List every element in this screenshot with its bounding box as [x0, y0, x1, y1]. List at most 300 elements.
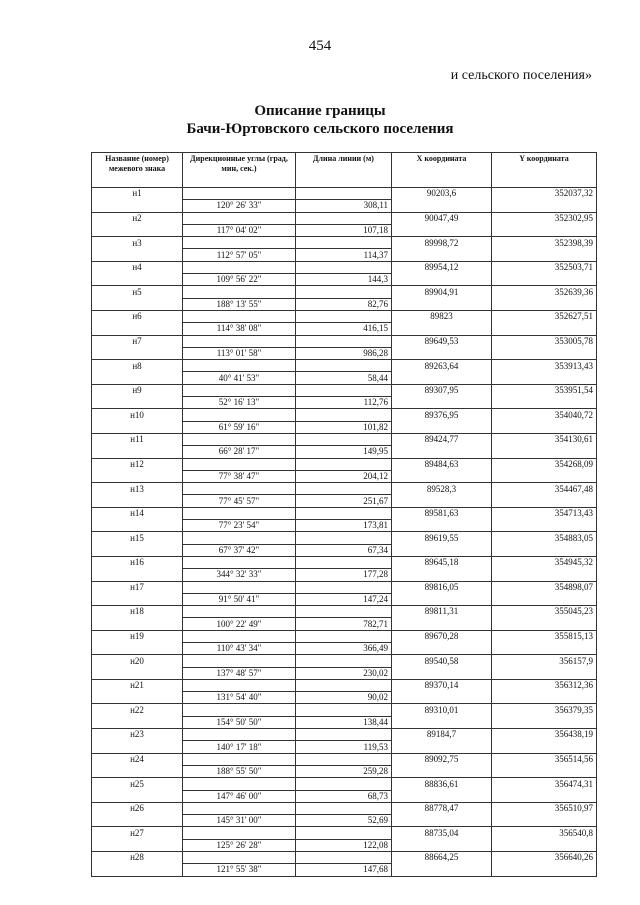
point-row	[92, 581, 597, 593]
segment-row	[92, 224, 597, 236]
empty-cell	[183, 655, 296, 667]
y-coordinate: 354130,61	[492, 433, 597, 445]
direction-angle: 109° 56' 22"	[183, 274, 296, 286]
point-row	[92, 827, 597, 839]
direction-angle: 100° 22' 49"	[183, 618, 296, 630]
point-name: н6	[92, 310, 183, 322]
header-angle: Дирекционные углы (град, мин, сек.)	[183, 153, 296, 188]
y-coordinate: 352302,95	[492, 212, 597, 224]
point-row	[92, 286, 597, 298]
empty-cell	[183, 458, 296, 470]
title-line-2: Бачи-Юртовского сельского поселения	[186, 121, 454, 137]
empty-cell	[183, 286, 296, 298]
empty-cell	[392, 274, 492, 286]
empty-cell	[183, 852, 296, 864]
empty-cell	[296, 802, 392, 814]
empty-cell	[183, 827, 296, 839]
line-length: 177,28	[296, 569, 392, 581]
table-body	[92, 188, 597, 877]
point-name: н1	[92, 188, 183, 200]
empty-cell	[92, 200, 183, 212]
x-coordinate: 89811,31	[392, 606, 492, 618]
line-length: 107,18	[296, 224, 392, 236]
direction-angle: 121° 55' 38"	[183, 864, 296, 876]
line-length: 138,44	[296, 716, 392, 728]
empty-cell	[92, 790, 183, 802]
empty-cell	[92, 864, 183, 876]
segment-row	[92, 421, 597, 433]
point-row	[92, 753, 597, 765]
line-length: 259,28	[296, 765, 392, 777]
x-coordinate: 89310,01	[392, 704, 492, 716]
point-row	[92, 630, 597, 642]
boundary-table	[91, 152, 597, 877]
empty-cell	[392, 815, 492, 827]
x-coordinate: 89307,95	[392, 384, 492, 396]
line-length: 52,69	[296, 815, 392, 827]
header-length: Длина линии (м)	[296, 153, 392, 188]
empty-cell	[296, 360, 392, 372]
direction-angle: 110° 43' 34"	[183, 642, 296, 654]
y-coordinate: 353005,78	[492, 335, 597, 347]
empty-cell	[492, 446, 597, 458]
empty-cell	[492, 495, 597, 507]
empty-cell	[492, 200, 597, 212]
point-row	[92, 384, 597, 396]
empty-cell	[392, 323, 492, 335]
point-row	[92, 433, 597, 445]
point-name: н23	[92, 729, 183, 741]
empty-cell	[492, 421, 597, 433]
segment-row	[92, 274, 597, 286]
y-coordinate: 356312,36	[492, 679, 597, 691]
empty-cell	[492, 347, 597, 359]
line-length: 82,76	[296, 298, 392, 310]
segment-row	[92, 692, 597, 704]
segment-row	[92, 200, 597, 212]
empty-cell	[492, 520, 597, 532]
empty-cell	[92, 544, 183, 556]
empty-cell	[392, 765, 492, 777]
segment-row	[92, 765, 597, 777]
empty-cell	[492, 298, 597, 310]
y-coordinate: 356510,97	[492, 802, 597, 814]
y-coordinate: 353951,54	[492, 384, 597, 396]
quote-tail-text: и сельского поселения»	[450, 68, 592, 83]
point-row	[92, 409, 597, 421]
point-row	[92, 212, 597, 224]
y-coordinate: 355045,23	[492, 606, 597, 618]
empty-cell	[492, 569, 597, 581]
header-y: Y координата	[492, 153, 597, 188]
line-length: 114,37	[296, 249, 392, 261]
x-coordinate: 88735,04	[392, 827, 492, 839]
segment-row	[92, 593, 597, 605]
empty-cell	[92, 323, 183, 335]
point-name: н7	[92, 335, 183, 347]
empty-cell	[492, 224, 597, 236]
direction-angle: 112° 57' 05"	[183, 249, 296, 261]
point-name: н10	[92, 409, 183, 421]
x-coordinate: 89184,7	[392, 729, 492, 741]
segment-row	[92, 249, 597, 261]
x-coordinate: 89645,18	[392, 556, 492, 568]
empty-cell	[92, 249, 183, 261]
line-length: 782,71	[296, 618, 392, 630]
empty-cell	[492, 249, 597, 261]
empty-cell	[183, 384, 296, 396]
point-row	[92, 729, 597, 741]
x-coordinate: 89823	[392, 310, 492, 322]
y-coordinate: 352398,39	[492, 237, 597, 249]
direction-angle: 137° 48' 57"	[183, 667, 296, 679]
empty-cell	[392, 421, 492, 433]
page-number: 454	[308, 38, 332, 54]
empty-cell	[296, 581, 392, 593]
empty-cell	[183, 483, 296, 495]
x-coordinate: 89540,58	[392, 655, 492, 667]
direction-angle: 61° 59' 16"	[183, 421, 296, 433]
direction-angle: 188° 55' 50"	[183, 765, 296, 777]
empty-cell	[492, 642, 597, 654]
empty-cell	[296, 384, 392, 396]
x-coordinate: 90203,6	[392, 188, 492, 200]
point-row	[92, 532, 597, 544]
empty-cell	[183, 556, 296, 568]
empty-cell	[392, 864, 492, 876]
point-name: н3	[92, 237, 183, 249]
empty-cell	[492, 274, 597, 286]
empty-cell	[296, 630, 392, 642]
empty-cell	[392, 667, 492, 679]
segment-row	[92, 520, 597, 532]
empty-cell	[183, 778, 296, 790]
line-length: 149,95	[296, 446, 392, 458]
y-coordinate: 356379,35	[492, 704, 597, 716]
empty-cell	[492, 741, 597, 753]
empty-cell	[183, 581, 296, 593]
point-name: н8	[92, 360, 183, 372]
empty-cell	[92, 692, 183, 704]
empty-cell	[183, 409, 296, 421]
empty-cell	[492, 618, 597, 630]
empty-cell	[183, 753, 296, 765]
point-name: н20	[92, 655, 183, 667]
line-length: 147,68	[296, 864, 392, 876]
line-length: 112,76	[296, 397, 392, 409]
empty-cell	[92, 495, 183, 507]
empty-cell	[492, 790, 597, 802]
segment-row	[92, 642, 597, 654]
y-coordinate: 354040,72	[492, 409, 597, 421]
empty-cell	[296, 335, 392, 347]
empty-cell	[392, 544, 492, 556]
y-coordinate: 355815,13	[492, 630, 597, 642]
x-coordinate: 89904,91	[392, 286, 492, 298]
line-length: 119,53	[296, 741, 392, 753]
empty-cell	[492, 692, 597, 704]
direction-angle: 52° 16' 13"	[183, 397, 296, 409]
empty-cell	[492, 765, 597, 777]
empty-cell	[183, 360, 296, 372]
empty-cell	[92, 765, 183, 777]
y-coordinate: 352639,36	[492, 286, 597, 298]
point-row	[92, 556, 597, 568]
point-name: н26	[92, 802, 183, 814]
empty-cell	[392, 224, 492, 236]
line-length: 144,3	[296, 274, 392, 286]
y-coordinate: 356157,9	[492, 655, 597, 667]
document-title	[0, 102, 640, 138]
empty-cell	[92, 347, 183, 359]
point-name: н19	[92, 630, 183, 642]
x-coordinate: 89998,72	[392, 237, 492, 249]
direction-angle: 91° 50' 41"	[183, 593, 296, 605]
empty-cell	[183, 310, 296, 322]
line-length: 230,02	[296, 667, 392, 679]
empty-cell	[92, 667, 183, 679]
segment-row	[92, 446, 597, 458]
point-name: н25	[92, 778, 183, 790]
empty-cell	[392, 249, 492, 261]
empty-cell	[492, 864, 597, 876]
segment-row	[92, 618, 597, 630]
empty-cell	[92, 397, 183, 409]
empty-cell	[92, 421, 183, 433]
segment-row	[92, 815, 597, 827]
line-length: 122,08	[296, 839, 392, 851]
direction-angle: 113° 01' 58"	[183, 347, 296, 359]
empty-cell	[296, 827, 392, 839]
point-name: н21	[92, 679, 183, 691]
line-length: 251,67	[296, 495, 392, 507]
empty-cell	[296, 458, 392, 470]
empty-cell	[392, 790, 492, 802]
point-row	[92, 360, 597, 372]
empty-cell	[392, 347, 492, 359]
point-row	[92, 458, 597, 470]
segment-row	[92, 741, 597, 753]
empty-cell	[492, 815, 597, 827]
point-row	[92, 335, 597, 347]
empty-cell	[392, 642, 492, 654]
empty-cell	[92, 741, 183, 753]
empty-cell	[183, 802, 296, 814]
direction-angle: 120° 26' 33"	[183, 200, 296, 212]
point-name: н9	[92, 384, 183, 396]
direction-angle: 67° 37' 42"	[183, 544, 296, 556]
empty-cell	[492, 839, 597, 851]
segment-row	[92, 298, 597, 310]
y-coordinate: 354467,48	[492, 483, 597, 495]
empty-cell	[183, 729, 296, 741]
point-row	[92, 188, 597, 200]
point-name: н4	[92, 261, 183, 273]
y-coordinate: 356438,19	[492, 729, 597, 741]
y-coordinate: 353913,43	[492, 360, 597, 372]
empty-cell	[492, 593, 597, 605]
empty-cell	[392, 520, 492, 532]
segment-row	[92, 347, 597, 359]
direction-angle: 140° 17' 18"	[183, 741, 296, 753]
direction-angle: 145° 31' 00"	[183, 815, 296, 827]
empty-cell	[492, 667, 597, 679]
point-row	[92, 852, 597, 864]
empty-cell	[92, 372, 183, 384]
header-name: Название (номер) межевого знака	[92, 153, 183, 188]
line-length: 67,34	[296, 544, 392, 556]
y-coordinate: 356514,56	[492, 753, 597, 765]
empty-cell	[392, 372, 492, 384]
point-row	[92, 802, 597, 814]
empty-cell	[296, 507, 392, 519]
header-x: X координата	[392, 153, 492, 188]
segment-row	[92, 544, 597, 556]
line-length: 68,73	[296, 790, 392, 802]
point-name: н15	[92, 532, 183, 544]
line-length: 366,49	[296, 642, 392, 654]
x-coordinate: 89619,55	[392, 532, 492, 544]
direction-angle: 147° 46' 00"	[183, 790, 296, 802]
empty-cell	[183, 532, 296, 544]
direction-angle: 66° 28' 17"	[183, 446, 296, 458]
segment-row	[92, 864, 597, 876]
empty-cell	[296, 704, 392, 716]
point-row	[92, 507, 597, 519]
empty-cell	[92, 618, 183, 630]
direction-angle: 154° 50' 50"	[183, 716, 296, 728]
y-coordinate: 354898,07	[492, 581, 597, 593]
line-length: 416,15	[296, 323, 392, 335]
empty-cell	[183, 679, 296, 691]
point-row	[92, 261, 597, 273]
empty-cell	[492, 397, 597, 409]
point-name: н13	[92, 483, 183, 495]
empty-cell	[296, 532, 392, 544]
x-coordinate: 90047,49	[392, 212, 492, 224]
y-coordinate: 354713,43	[492, 507, 597, 519]
empty-cell	[392, 470, 492, 482]
direction-angle: 114° 38' 08"	[183, 323, 296, 335]
point-name: н16	[92, 556, 183, 568]
x-coordinate: 89263,64	[392, 360, 492, 372]
segment-row	[92, 667, 597, 679]
empty-cell	[183, 606, 296, 618]
empty-cell	[392, 298, 492, 310]
x-coordinate: 89484,63	[392, 458, 492, 470]
empty-cell	[492, 372, 597, 384]
point-name: н14	[92, 507, 183, 519]
line-length: 147,24	[296, 593, 392, 605]
empty-cell	[92, 274, 183, 286]
point-row	[92, 778, 597, 790]
empty-cell	[296, 286, 392, 298]
point-name: н28	[92, 852, 183, 864]
x-coordinate: 89670,28	[392, 630, 492, 642]
empty-cell	[492, 323, 597, 335]
point-name: н5	[92, 286, 183, 298]
empty-cell	[183, 188, 296, 200]
empty-cell	[92, 520, 183, 532]
empty-cell	[183, 335, 296, 347]
empty-cell	[183, 237, 296, 249]
line-length: 58,44	[296, 372, 392, 384]
direction-angle: 40° 41' 53"	[183, 372, 296, 384]
line-length: 986,28	[296, 347, 392, 359]
x-coordinate: 89092,75	[392, 753, 492, 765]
empty-cell	[492, 470, 597, 482]
empty-cell	[183, 261, 296, 273]
segment-row	[92, 470, 597, 482]
empty-cell	[296, 753, 392, 765]
segment-row	[92, 397, 597, 409]
point-row	[92, 483, 597, 495]
y-coordinate: 354883,05	[492, 532, 597, 544]
empty-cell	[296, 433, 392, 445]
empty-cell	[296, 729, 392, 741]
point-name: н2	[92, 212, 183, 224]
x-coordinate: 88778,47	[392, 802, 492, 814]
point-name: н24	[92, 753, 183, 765]
empty-cell	[296, 409, 392, 421]
segment-row	[92, 323, 597, 335]
y-coordinate: 354268,09	[492, 458, 597, 470]
line-length: 204,12	[296, 470, 392, 482]
x-coordinate: 89528,3	[392, 483, 492, 495]
segment-row	[92, 790, 597, 802]
empty-cell	[296, 188, 392, 200]
direction-angle: 117° 04' 02"	[183, 224, 296, 236]
header-row	[92, 153, 597, 188]
empty-cell	[183, 433, 296, 445]
empty-cell	[392, 495, 492, 507]
empty-cell	[296, 483, 392, 495]
empty-cell	[296, 655, 392, 667]
direction-angle: 125° 26' 28"	[183, 839, 296, 851]
y-coordinate: 354945,32	[492, 556, 597, 568]
direction-angle: 77° 45' 57"	[183, 495, 296, 507]
point-name: н12	[92, 458, 183, 470]
direction-angle: 188° 13' 55"	[183, 298, 296, 310]
empty-cell	[392, 692, 492, 704]
point-row	[92, 237, 597, 249]
direction-angle: 131° 54' 40"	[183, 692, 296, 704]
x-coordinate: 89376,95	[392, 409, 492, 421]
point-name: н18	[92, 606, 183, 618]
empty-cell	[392, 716, 492, 728]
segment-row	[92, 716, 597, 728]
y-coordinate: 352037,32	[492, 188, 597, 200]
x-coordinate: 88836,61	[392, 778, 492, 790]
point-name: н11	[92, 433, 183, 445]
empty-cell	[492, 716, 597, 728]
empty-cell	[92, 470, 183, 482]
empty-cell	[92, 642, 183, 654]
empty-cell	[392, 593, 492, 605]
x-coordinate: 89424,77	[392, 433, 492, 445]
line-length: 90,02	[296, 692, 392, 704]
empty-cell	[92, 298, 183, 310]
direction-angle: 77° 38' 47"	[183, 470, 296, 482]
x-coordinate: 89370,14	[392, 679, 492, 691]
empty-cell	[392, 618, 492, 630]
point-name: н22	[92, 704, 183, 716]
empty-cell	[183, 212, 296, 224]
segment-row	[92, 569, 597, 581]
empty-cell	[92, 716, 183, 728]
empty-cell	[392, 397, 492, 409]
empty-cell	[296, 237, 392, 249]
